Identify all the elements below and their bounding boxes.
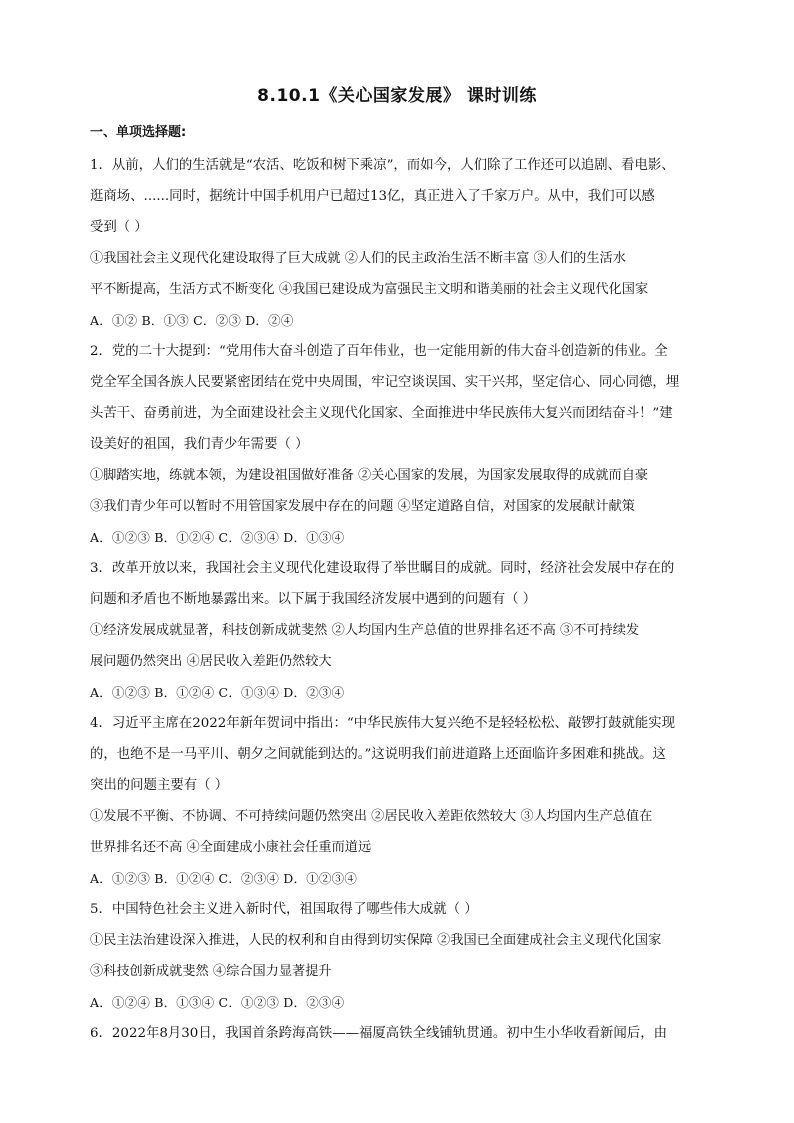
question-4-stem-line-3: 突出的问题主要有（ ） [90,778,229,793]
question-2-options: A．①②③ B．①②④ C．②③④ D．①③④ [90,530,345,545]
question-4-options: A．①②③ B．①②④ C．②③④ D．①②③④ [90,871,358,886]
question-4-statements-line-1: ①发展不平衡、不协调、不可持续问题仍然突出 ②居民收入差距依然较大 ③人均国内生产总值在 [90,809,653,824]
question-3 [90,553,705,708]
question-4-stem-line-2: 的，也绝不是一马平川、朝夕之间就能到达的。”这说明我们前进道路上还面临许多困难和挑战。这 [90,747,666,762]
question-5-stem-line-1: 5．中国特色社会主义进入新时代，祖国取得了哪些伟大成就（ ） [90,902,478,917]
question-6 [90,1018,705,1049]
question-5-statements-line-2: ③科技创新成就斐然 ④综合国力显著提升 [90,964,332,979]
question-3-stem-line-1: 3．改革开放以来，我国社会主义现代化建设取得了举世瞩目的成就。同时，经济社会发展中存在的 [90,561,675,576]
question-3-statements-line-2: 展问题仍然突出 ④居民收入差距仍然较大 [90,654,332,669]
question-2-stem-line-4: 设美好的祖国，我们青少年需要（ ） [90,437,309,452]
section-heading: 一、单项选择题: [90,125,187,140]
question-1-statements-line-2: 平不断提高，生活方式不断变化 ④我国已建设成为富强民主文明和谐美丽的社会主义现代化国家 [90,282,649,297]
question-3-stem-line-2: 问题和矛盾也不断地暴露出来。以下属于我国经济发展中遇到的问题有（ ） [90,592,537,607]
question-1-options: A．①② B．①③ C．②③ D．②④ [90,313,294,328]
question-1-stem-line-2: 逛商场、......同时，据统计中国手机用户已超过13亿，真正进入了千家万户。从中，我们可以感 [90,189,655,204]
document-title: 8.10.1《关心国家发展》 课时训练 [257,86,537,106]
question-3-statements-line-1: ①经济发展成就显著，科技创新成就斐然 ②人均国内生产总值的世界排名还不高 ③不可持续发 [90,623,640,638]
question-2 [90,336,705,553]
question-6-stem-line-1: 6．2022年8月30日，我国首条跨海高铁——福厦高铁全线铺轨贯通。初中生小华收看新闻后，由 [90,1026,667,1041]
question-list [90,150,705,1049]
question-2-statements-line-2: ③我们青少年可以暂时不用管国家发展中存在的问题 ④坚定道路自信，对国家的发展献计献策 [90,499,635,514]
question-1-statements-line-1: ①我国社会主义现代化建设取得了巨大成就 ②人们的民主政治生活不断丰富 ③人们的生活水 [90,251,626,266]
question-5 [90,894,705,1018]
question-5-options: A．①②④ B．①③④ C．①②③ D．②③④ [90,995,345,1010]
question-1-stem-line-1: 1．从前，人们的生活就是“农活、吃饭和树下乘凉”，而如今，人们除了工作还可以追剧、看电影、 [90,158,675,173]
question-4-stem-line-1: 4．习近平主席在2022年新年贺词中指出：“中华民族伟大复兴绝不是轻轻松松、敲锣打鼓就能实现 [90,716,676,731]
question-1-stem-line-3: 受到（ ） [90,220,148,235]
question-3-options: A．①②③ B．①②④ C．①③④ D．②③④ [90,685,345,700]
question-5-statements-line-1: ①民主法治建设深入推进，人民的权利和自由得到切实保障 ②我国已全面建成社会主义现代化国家 [90,933,662,948]
question-4 [90,708,705,894]
question-2-stem-line-2: 党全军全国各族人民要紧密团结在党中央周围，牢记空谈误国、实干兴邦，坚定信心、同心同德，埋 [90,375,680,390]
question-2-statements-line-1: ①脚踏实地，练就本领，为建设祖国做好准备 ②关心国家的发展，为国家发展取得的成就而自豪 [90,468,649,483]
question-2-stem-line-1: 2．党的二十大提到：“党用伟大奋斗创造了百年伟业，也一定能用新的伟大奋斗创造新的伟业。全 [90,344,668,359]
question-4-statements-line-2: 世界排名还不高 ④全面建成小康社会任重而道远 [90,840,372,855]
question-2-stem-line-3: 头苦干、奋勇前进，为全面建设社会主义现代化国家、全面推进中华民族伟大复兴而团结奋斗！”建 [90,406,673,421]
question-1 [90,150,705,336]
